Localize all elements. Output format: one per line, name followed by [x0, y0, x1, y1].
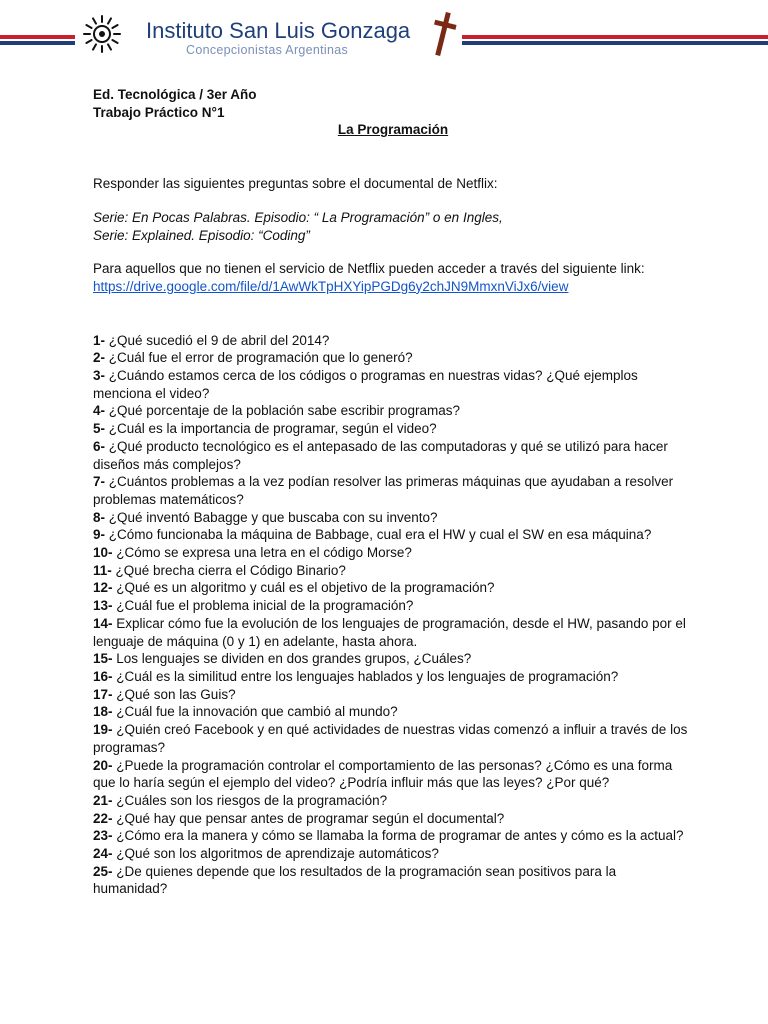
question-text: ¿Cómo era la manera y cómo se llamaba la forma de programar de antes y cómo es la actual? [112, 828, 684, 844]
header-band-blue-right [462, 41, 768, 45]
question-text: ¿Qué producto tecnológico es el antepasado de las computadoras y qué se utilizó para hacer diseños más complejos? [93, 438, 668, 472]
question-item [93, 827, 693, 845]
question-item [93, 544, 693, 562]
question-item [93, 757, 693, 792]
question-number: 11- [93, 562, 112, 578]
question-number: 5- [93, 421, 106, 437]
question-text: Los lenguajes se dividen en dos grandes grupos, ¿Cuáles? [112, 651, 472, 667]
institute-subtitle: Concepcionistas Argentinas [186, 43, 349, 57]
question-text: ¿Qué son las Guis? [112, 686, 236, 702]
question-text: ¿Cuál fue el error de programación que lo generó? [105, 350, 413, 366]
question-number: 13- [93, 598, 113, 614]
question-item [93, 367, 693, 402]
question-item [93, 792, 693, 810]
question-text: ¿De quienes depende que los resultados de la programación sean positivos para la humanidad? [93, 863, 617, 897]
question-number: 22- [93, 810, 113, 826]
question-number: 1- [93, 332, 106, 348]
question-text: ¿Cuántos problemas a la vez podían resolver las primeras máquinas que ayudaban a resolver problemas matemáticos? [93, 474, 674, 507]
question-text: ¿Cuál es la importancia de programar, según el video? [105, 421, 437, 437]
question-item [93, 703, 693, 721]
question-text: ¿Cómo se expresa una letra en el código Morse? [112, 545, 412, 561]
question-item [93, 473, 693, 508]
question-number: 14- [93, 615, 113, 631]
question-number: 17- [93, 686, 113, 702]
question-item [93, 668, 693, 686]
question-number: 21- [93, 792, 113, 808]
question-number: 19- [93, 722, 113, 738]
institute-name: Instituto San Luis Gonzaga [146, 18, 411, 43]
question-number: 18- [93, 704, 113, 720]
question-text: ¿Qué es un algoritmo y cuál es el objetivo de la programación? [112, 580, 495, 596]
question-number: 12- [93, 580, 113, 596]
header-band-blue-left [0, 41, 75, 45]
question-item [93, 420, 693, 438]
question-text: ¿Puede la programación controlar el comportamiento de las personas? ¿Cómo es una forma que lo haría según el ejemplo del video? ¿Podría influir más que las leyes? ¿Por qué? [93, 757, 673, 791]
question-number: 23- [93, 828, 113, 844]
question-item [93, 845, 693, 863]
question-text: ¿Qué inventó Babagge y que buscaba con su invento? [105, 509, 438, 525]
document-body [93, 86, 693, 898]
header-band-red-left [0, 35, 75, 39]
question-item [93, 509, 693, 527]
question-number: 25- [93, 863, 113, 879]
question-item [93, 562, 693, 580]
question-number: 24- [93, 846, 113, 862]
question-item [93, 721, 693, 756]
question-number: 2- [93, 350, 106, 366]
question-number: 6- [93, 438, 106, 454]
question-text: ¿Cuál fue la innovación que cambió al mundo? [112, 704, 398, 720]
question-item [93, 526, 693, 544]
drive-link[interactable]: https://drive.google.com/file/d/1AwWkTpHXYipPGDg6y2chJN9MmxnViJx6/view [93, 278, 569, 294]
question-list [93, 332, 693, 899]
question-text: ¿Cuáles son los riesgos de la programación? [112, 792, 388, 808]
question-number: 3- [93, 368, 106, 384]
question-text: ¿Quién creó Facebook y en qué actividades de nuestras vidas comenzó a influir a través de los programas? [93, 722, 688, 755]
assignment-line: Trabajo Práctico N°1 [93, 104, 225, 120]
question-item [93, 438, 693, 473]
question-number: 15- [93, 651, 113, 667]
question-item [93, 597, 693, 615]
question-item [93, 332, 693, 350]
question-item [93, 615, 693, 650]
question-text: ¿Qué son los algoritmos de aprendizaje automáticos? [112, 846, 439, 862]
question-item [93, 686, 693, 704]
question-number: 9- [93, 527, 106, 543]
question-text: ¿Qué hay que pensar antes de programar según el documental? [112, 810, 505, 826]
question-item [93, 402, 693, 420]
question-text: ¿Qué brecha cierra el Código Binario? [111, 562, 346, 578]
subject-line: Ed. Tecnológica / 3er Año [93, 87, 257, 102]
document-title: La Programación [337, 122, 449, 138]
question-text: ¿Cuándo estamos cerca de los códigos o programas en nuestras vidas? ¿Qué ejemplos menciona el video? [93, 368, 638, 401]
question-text: ¿Cómo funcionaba la máquina de Babbage, cual era el HW y cual el SW en esa máquina? [105, 527, 652, 543]
question-number: 20- [93, 757, 113, 773]
question-text: Explicar cómo fue la evolución de los lenguajes de programación, desde el HW, pasando por el lenguaje de máquina (0 y 1) en adelante, hasta ahora. [93, 615, 686, 649]
question-text: ¿Cuál es la similitud entre los lenguajes hablados y los lenguajes de programación? [112, 668, 619, 684]
series-info [93, 209, 693, 244]
series-english: Serie: Explained. Episodio: “Coding” [93, 227, 310, 243]
question-item [93, 579, 693, 597]
question-text: ¿Cuál fue el problema inicial de la programación? [112, 598, 414, 614]
question-number: 8- [93, 509, 106, 525]
access-info [93, 260, 693, 295]
question-text: ¿Qué sucedió el 9 de abril del 2014? [105, 332, 330, 348]
question-item [93, 650, 693, 668]
intro-text: Responder las siguientes preguntas sobre el documental de Netflix: [93, 176, 498, 192]
question-item [93, 863, 693, 898]
access-text: Para aquellos que no tienen el servicio de Netflix pueden acceder a través del siguiente link: [93, 261, 645, 277]
sunburst-seal-icon [82, 14, 122, 54]
question-item [93, 349, 693, 367]
cross-icon [428, 10, 458, 58]
question-number: 7- [93, 474, 106, 490]
question-text: ¿Qué porcentaje de la población sabe escribir programas? [105, 403, 460, 419]
series-spanish: Serie: En Pocas Palabras. Episodio: “ La Programación” o en Ingles, [93, 209, 503, 225]
question-number: 16- [93, 668, 113, 684]
question-number: 10- [93, 545, 113, 561]
header-band-red-right [462, 35, 768, 39]
question-item [93, 810, 693, 828]
question-number: 4- [93, 403, 106, 419]
